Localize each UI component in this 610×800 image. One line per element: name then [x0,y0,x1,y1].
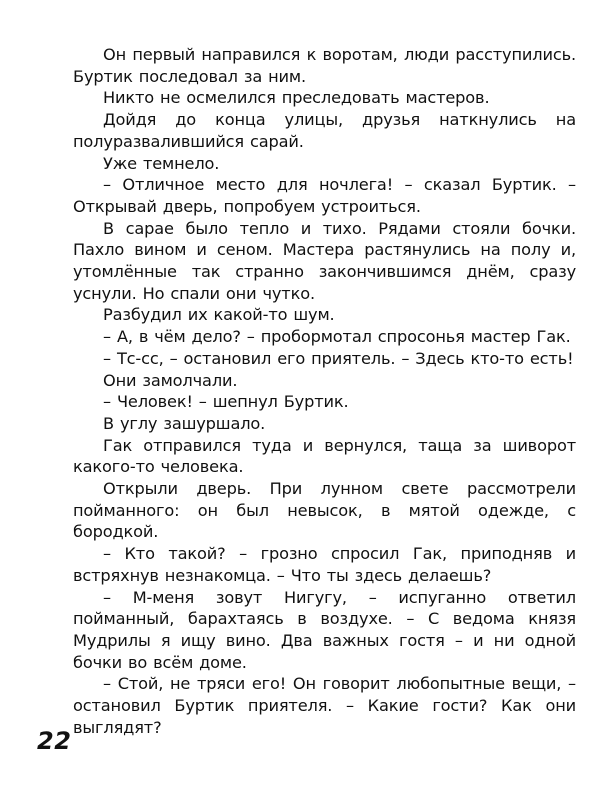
paragraph: В сарае было тепло и тихо. Рядами стояли бочки. Пахло вином и сеном. Мастера растянулись на полу и, утомлённые так странно закончившимся днём, сразу уснули. Но спали они чутко. [73,218,576,303]
paragraph: Они замолчали. [103,370,238,390]
paragraph: Открыли дверь. При лунном свете рассмотрели пойманного: он был невысок, в мятой одежде, с бородкой. [73,479,576,542]
body-text [73,44,576,739]
paragraph: – М-меня зовут Нигугу, – испуганно ответил пойманный, барахтаясь в воздухе. – С ведома князя Мудрилы я ищу вино. Два важных гостя – и ни одной бочки во всём доме. [73,587,576,672]
paragraph: Уже темнело. [103,153,220,173]
paragraph: Гак отправился туда и вернулся, таща за шиворот какого-то человека. [73,435,576,477]
paragraph: В углу зашуршало. [103,413,266,433]
paragraph: – Отличное место для ночлега! – сказал Буртик. – Открывай дверь, попробуем устроиться. [73,175,576,216]
paragraph: – Человек! – шепнул Буртик. [103,392,349,412]
paragraph: Никто не осмелился преследовать мастеров. [103,88,490,108]
paragraph: Разбудил их какой-то шум. [103,305,335,325]
paragraph: – Тс-сс, – остановил его приятель. – Здесь кто-то есть! [103,348,574,368]
paragraph: – А, в чём дело? – пробормотал спросонья мастер Гак. [103,327,571,347]
paragraph: – Стой, не тряси его! Он говорит любопытные вещи, – остановил Буртик приятеля. – Какие гости? Как они выглядят? [73,674,576,737]
paragraph: Он первый направился к воротам, люди расступились. Буртик последовал за ним. [73,45,576,86]
page-number: 22 [37,727,72,755]
paragraph: Дойдя до конца улицы, друзья наткнулись на полуразвалившийся сарай. [73,110,576,151]
paragraph: – Кто такой? – грозно спросил Гак, приподняв и встряхнув незнакомца. – Что ты здесь делаешь? [73,544,576,585]
